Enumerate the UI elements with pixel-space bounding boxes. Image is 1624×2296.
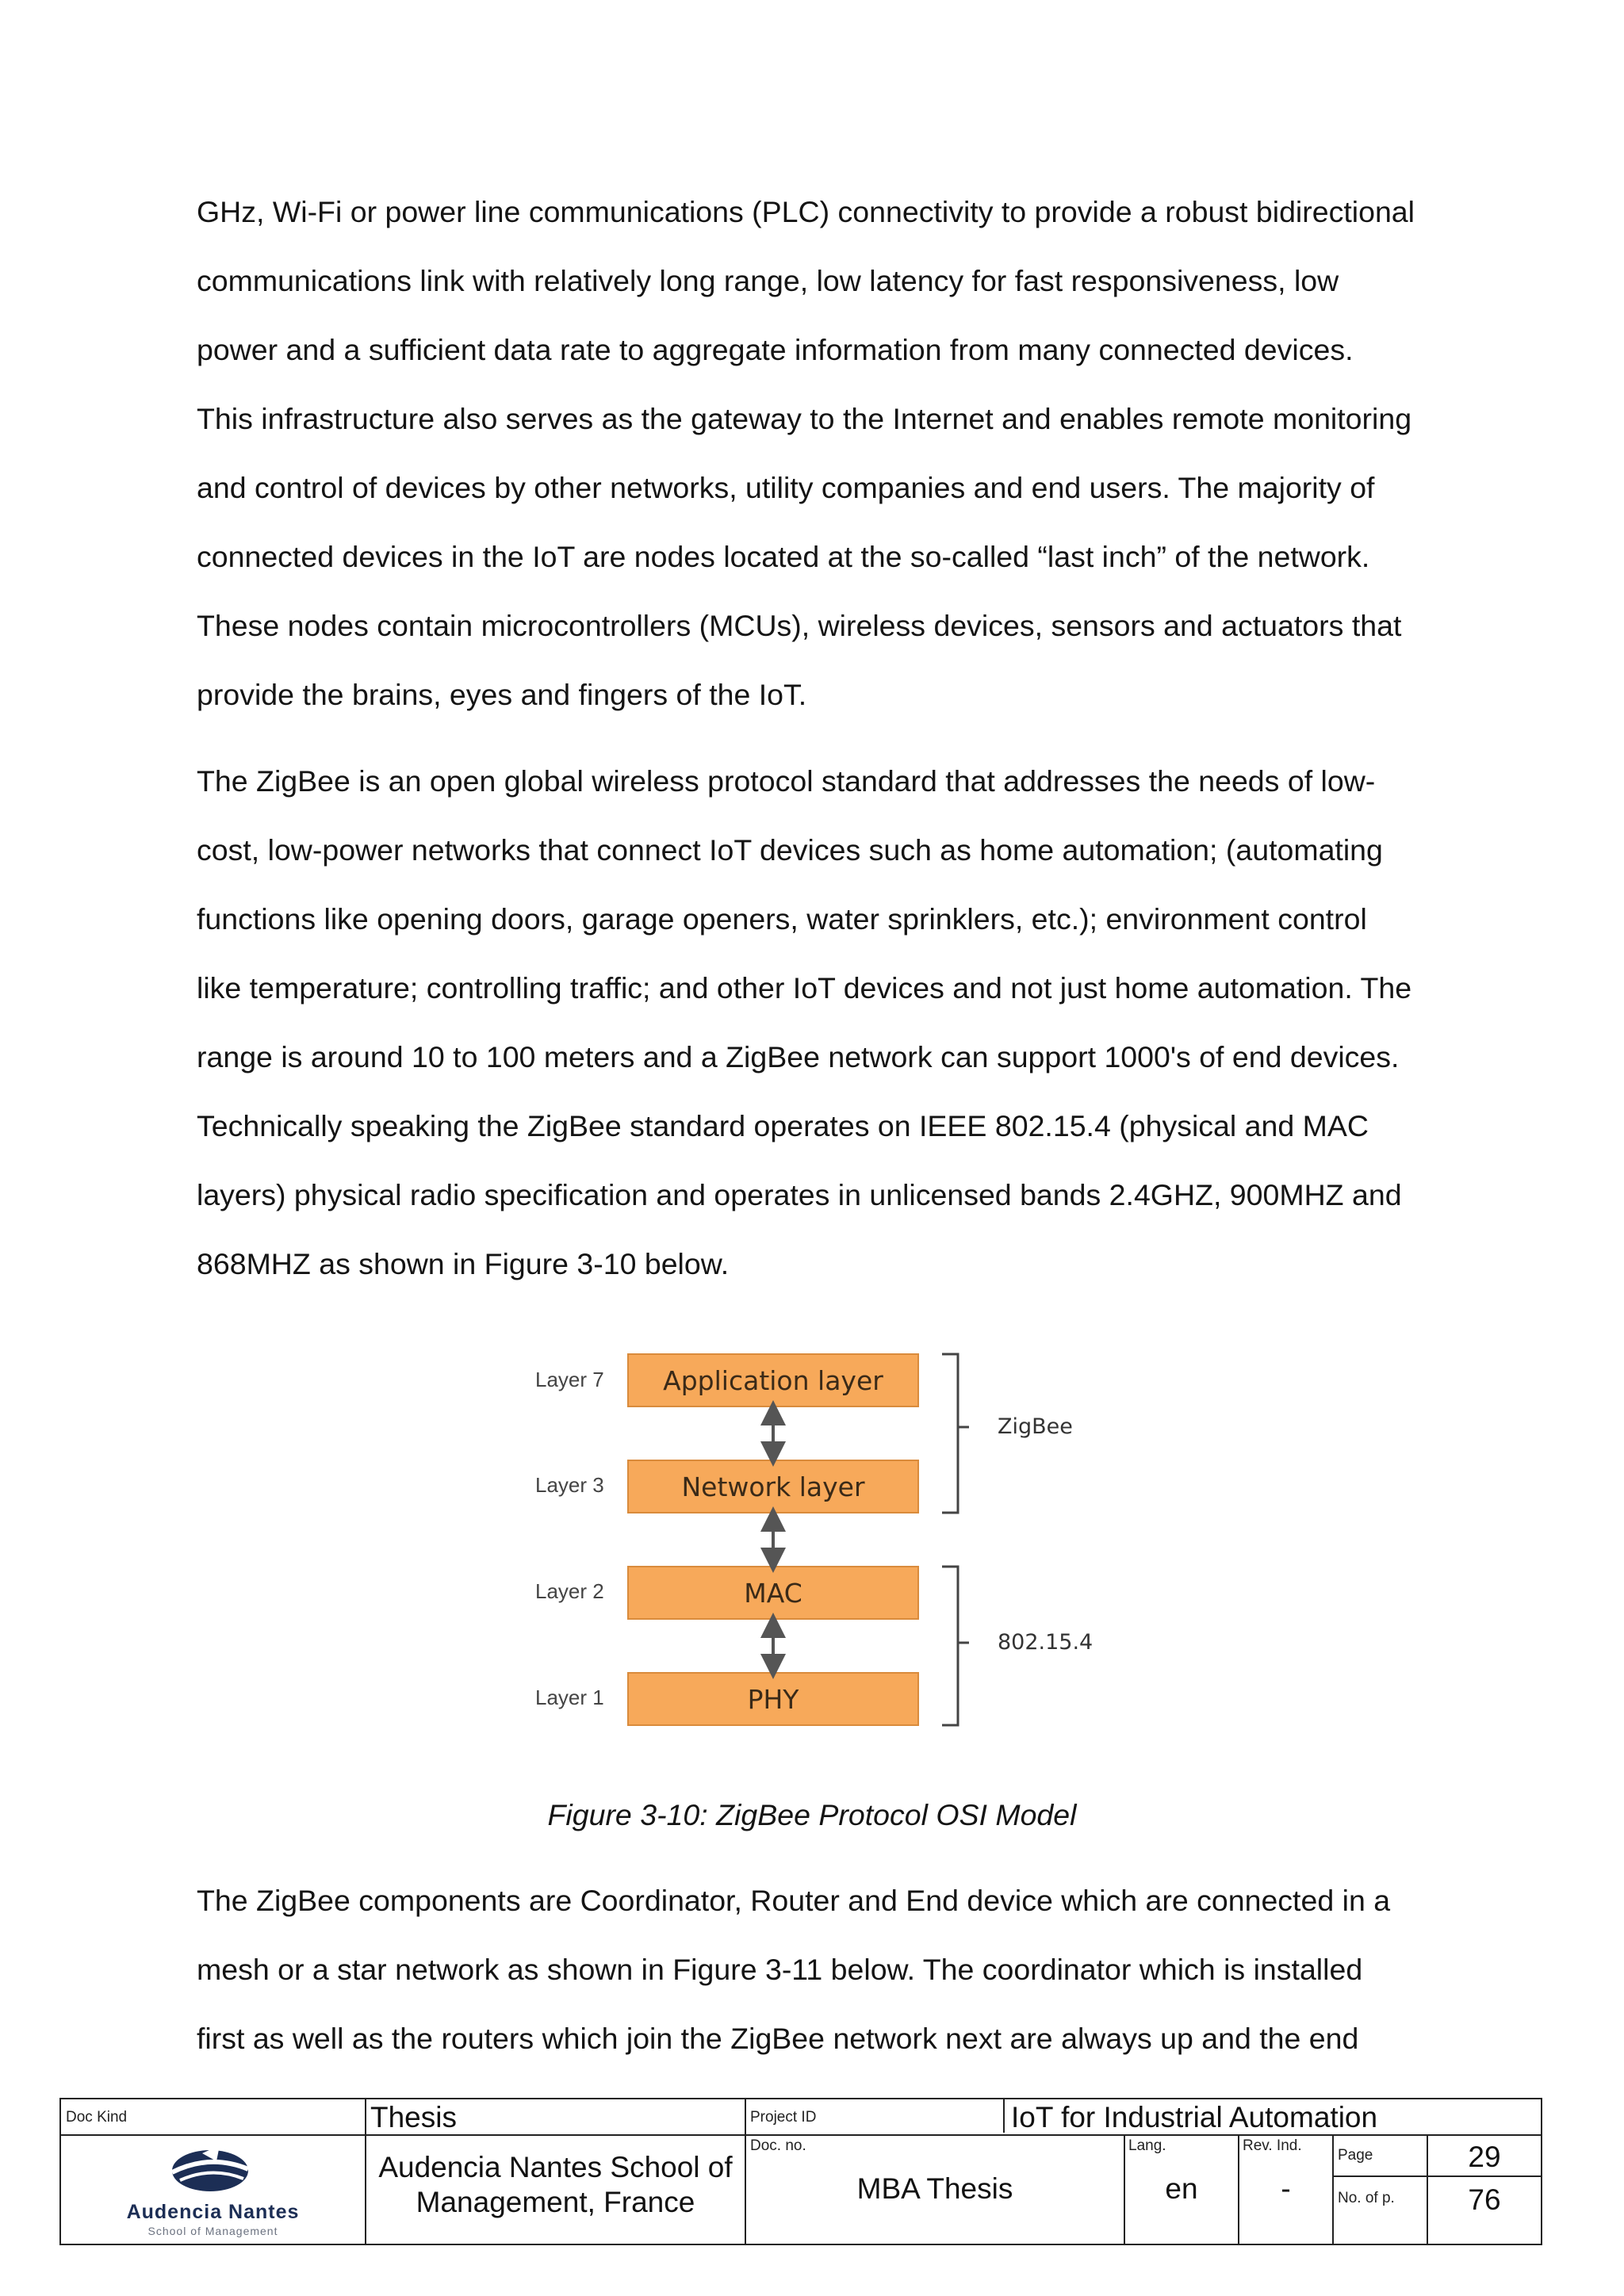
project-id-value: IoT for Industrial Automation [1011, 2101, 1378, 2133]
text-line: communications link with relatively long range, low latency for fast responsiveness, low [197, 264, 1339, 297]
layer-7-label: Layer 7 [535, 1368, 604, 1391]
layer-2-label: Layer 2 [535, 1579, 604, 1603]
doc-kind-label: Doc Kind [66, 2109, 128, 2126]
audencia-logo [61, 2136, 365, 2244]
num-pages-value: 76 [1468, 2183, 1501, 2216]
ieee-bracket [942, 1567, 969, 1725]
text-line: provide the brains, eyes and fingers of the IoT. [197, 678, 807, 711]
page-value: 29 [1468, 2141, 1501, 2173]
text-line: The ZigBee components are Coordinator, Router and End device which are connected in a [197, 1884, 1391, 1917]
organization-line-2: Management, France [416, 2186, 695, 2218]
footer-col-divider [1003, 2099, 1005, 2133]
text-line: These nodes contain microcontrollers (MCUs), wireless devices, sensors and actuators that [197, 609, 1402, 642]
phy-text: PHY [747, 1684, 799, 1715]
logo-subtitle: School of Management [147, 2225, 278, 2237]
lang-value: en [1165, 2172, 1198, 2205]
zigbee-bracket [942, 1354, 969, 1513]
text-line: GHz, Wi-Fi or power line communications (PLC) connectivity to provide a robust bidirectional [197, 195, 1415, 228]
zigbee-osi-figure [515, 1340, 1118, 1752]
footer-page-divider [1332, 2175, 1541, 2177]
doc-kind-value: Thesis [370, 2101, 457, 2133]
text-line: Technically speaking the ZigBee standard operates on IEEE 802.15.4 (physical and MAC [197, 1109, 1369, 1142]
network-layer-text: Network layer [681, 1471, 865, 1502]
footer-col-divider [1332, 2134, 1334, 2244]
text-line: like temperature; controlling traffic; and other IoT devices and not just home automation. The [197, 971, 1412, 1004]
lang-label: Lang. [1128, 2137, 1166, 2154]
text-line: mesh or a star network as shown in Figure 3-11 below. The coordinator which is installed [197, 1953, 1363, 1986]
mac-text: MAC [744, 1578, 802, 1609]
text-line: and control of devices by other networks, utility companies and end users. The majority of [197, 471, 1375, 504]
rev-value: - [1281, 2172, 1291, 2205]
ieee-group-label: 802.15.4 [998, 1630, 1094, 1655]
text-line: first as well as the routers which join the ZigBee network next are always up and the end [197, 2022, 1359, 2055]
footer-col-divider [745, 2099, 746, 2244]
rev-label: Rev. Ind. [1243, 2137, 1302, 2154]
audencia-logo-icon [61, 2139, 365, 2202]
zigbee-osi-diagram [515, 1340, 1118, 1752]
text-line: connected devices in the IoT are nodes located at the so-called “last inch” of the network. [197, 540, 1370, 573]
project-id-label: Project ID [750, 2109, 817, 2126]
zigbee-group-label: ZigBee [998, 1414, 1073, 1439]
text-line: This infrastructure also serves as the gateway to the Internet and enables remote monitoring [197, 402, 1412, 435]
text-line: layers) physical radio specification and operates in unlicensed bands 2.4GHZ, 900MHZ and [197, 1178, 1402, 1211]
document-footer-table [59, 2098, 1542, 2245]
text-line: The ZigBee is an open global wireless protocol standard that addresses the needs of low- [197, 764, 1376, 798]
logo-name: Audencia Nantes [126, 2201, 300, 2223]
organization-line-1: Audencia Nantes School of [378, 2151, 733, 2183]
organization-name [366, 2150, 745, 2220]
text-line: range is around 10 to 100 meters and a ZigBee network can support 1000's of end devices. [197, 1040, 1400, 1073]
layer-3-label: Layer 3 [535, 1473, 604, 1497]
application-layer-text: Application layer [663, 1365, 883, 1396]
num-pages-label: No. of p. [1338, 2190, 1395, 2206]
text-line: cost, low-power networks that connect IoT devices such as home automation; (automating [197, 833, 1383, 867]
text-line: functions like opening doors, garage openers, water sprinklers, etc.); environment control [197, 902, 1367, 936]
layer-1-label: Layer 1 [535, 1686, 604, 1709]
doc-no-label: Doc. no. [750, 2137, 806, 2154]
doc-no-value: MBA Thesis [856, 2172, 1013, 2205]
text-line: power and a sufficient data rate to aggregate information from many connected devices. [197, 333, 1354, 366]
page-label: Page [1338, 2147, 1373, 2164]
text-line: 868MHZ as shown in Figure 3-10 below. [197, 1247, 730, 1280]
figure-caption: Figure 3-10: ZigBee Protocol OSI Model [547, 1798, 1077, 1831]
